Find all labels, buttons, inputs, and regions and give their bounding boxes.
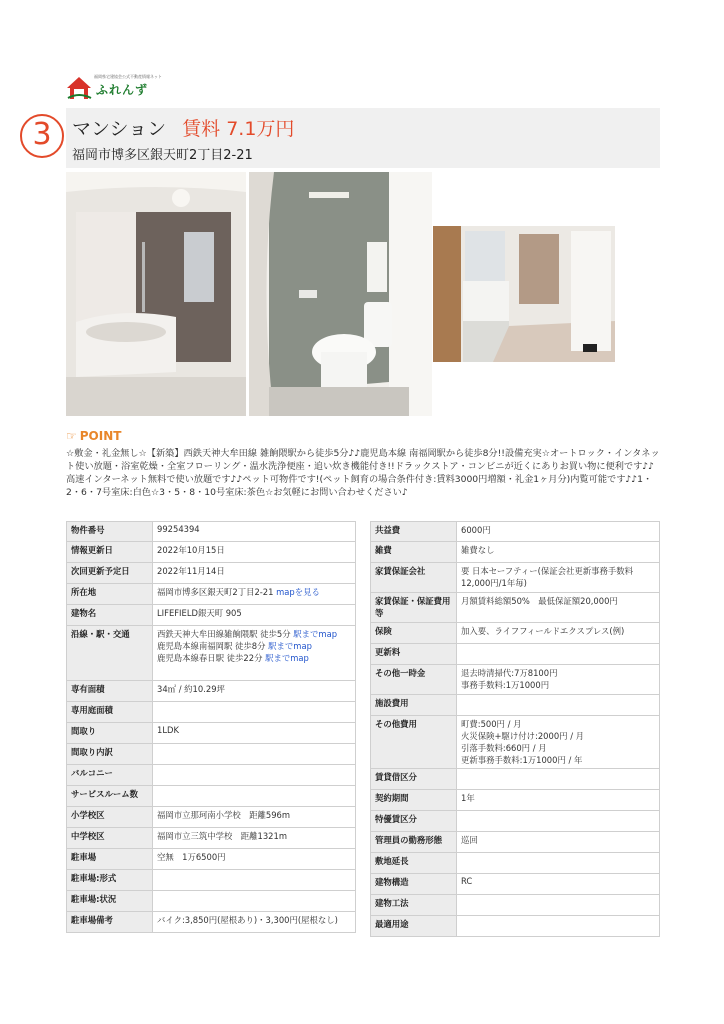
spec-row (371, 623, 660, 644)
property-type: マンション (72, 118, 167, 140)
spec-label: 保険 (371, 623, 457, 644)
spec-value (457, 874, 660, 895)
spec-label: 次回更新予定日 (67, 563, 153, 584)
spec-value (153, 786, 356, 807)
station-map-link[interactable]: 駅までmap (268, 641, 312, 651)
photo-washroom[interactable] (433, 226, 615, 362)
spec-value (153, 765, 356, 786)
spec-label: 建物工法 (371, 895, 457, 916)
spec-row (67, 744, 356, 765)
spec-label: 駐車場:形式 (67, 870, 153, 891)
spec-row (371, 811, 660, 832)
point-heading-label: POINT (79, 429, 122, 443)
spec-value (457, 542, 660, 563)
spec-row (67, 723, 356, 744)
spec-value (153, 891, 356, 912)
spec-label: 特優賃区分 (371, 811, 457, 832)
spec-value (153, 626, 356, 681)
access-text: 鹿児島本線春日駅 徒歩22分 (157, 653, 266, 663)
spec-row (67, 912, 356, 933)
spec-row (371, 832, 660, 853)
spec-value (457, 563, 660, 593)
spec-value (457, 665, 660, 695)
spec-label: 専有面積 (67, 681, 153, 702)
spec-value (457, 695, 660, 716)
spec-value-line: 34㎡ / 約10.29坪 (157, 684, 225, 694)
spec-row (371, 790, 660, 811)
spec-row (67, 765, 356, 786)
photo-toilet[interactable] (249, 172, 432, 416)
spec-label: 中学校区 (67, 828, 153, 849)
spec-value-line: 6000円 (461, 525, 491, 535)
spec-value-line: 町費:500円 / 月 (461, 719, 522, 729)
spec-label: 専用庭面積 (67, 702, 153, 723)
spec-value (153, 522, 356, 542)
spec-value-line: 火災保険+駆け付け:2000円 / 月 (461, 731, 585, 741)
property-address: 福岡市博多区銀天町2丁目2-21 (72, 148, 253, 163)
spec-label: 最適用途 (371, 916, 457, 937)
spec-value (457, 716, 660, 769)
spec-row (371, 665, 660, 695)
spec-label: 物件番号 (67, 522, 153, 542)
spec-row (371, 593, 660, 623)
spec-value-line: 1年 (461, 793, 475, 803)
spec-value-line: バイク:3,850円(屋根あり)・3,300円(屋根なし) (157, 915, 338, 925)
spec-label: 賃貸借区分 (371, 769, 457, 790)
spec-row (67, 807, 356, 828)
spec-row (67, 681, 356, 702)
address-map-link[interactable]: mapを見る (273, 587, 320, 597)
photo-bathroom[interactable] (66, 172, 246, 416)
spec-value (153, 584, 356, 605)
spec-value (457, 769, 660, 790)
spec-row (67, 563, 356, 584)
spec-value (153, 723, 356, 744)
spec-row (67, 786, 356, 807)
logo-name: ふれんず (96, 83, 149, 97)
spec-value-line: 巡回 (461, 835, 478, 845)
spec-value (153, 744, 356, 765)
spec-row (371, 853, 660, 874)
spec-value (457, 832, 660, 853)
house-logo-icon (66, 76, 92, 100)
spec-value-line: 福岡市博多区銀天町2丁目2-21 mapを見る (157, 587, 320, 597)
spec-label: 更新料 (371, 644, 457, 665)
point-description: ☆敷金・礼金無し☆【新築】西鉄天神大牟田線 雑餉隈駅から徒歩5分♪♪鹿児島本線 南福岡駅から徒歩8分!!設備充実☆オートロック・インタネット使い放題・浴室乾燥・全室フローリング・温水洗浄便座・追い炊き機能付き!!ドラックストア・コンビニが近くにありお買い物に便利です♪♪高速インターネット無料で使い放題です♪♪ペット可物件です!(ペット飼育の場合条件付き:賃料3000円増額・礼金1ヶ月分)内覧可能です♪♪1・2・6・7号室床:白色☆3・5・8・10号室床:茶色☆お気軽にお問い合わせください♪ (66, 448, 660, 498)
spec-value (457, 916, 660, 937)
spec-label: 間取り内訳 (67, 744, 153, 765)
listing-number-badge: 3 (20, 114, 64, 158)
spec-value-line: 加入要、ライフフィールドエクスプレス(例) (461, 626, 625, 636)
spec-value (153, 870, 356, 891)
spec-label: 管理員の勤務形態 (371, 832, 457, 853)
spec-label: 共益費 (371, 522, 457, 542)
spec-row (67, 849, 356, 870)
spec-label: 契約期間 (371, 790, 457, 811)
spec-table-right (370, 521, 660, 937)
spec-value (457, 593, 660, 623)
spec-value-line: 1LDK (157, 725, 179, 735)
access-line (157, 652, 351, 664)
spec-value (153, 681, 356, 702)
access-line (157, 640, 351, 652)
washroom-image (433, 226, 615, 362)
spec-label: その他一時金 (371, 665, 457, 695)
spec-value (153, 605, 356, 626)
spec-value-line: 雑費なし (461, 545, 495, 555)
spec-row (67, 584, 356, 605)
spec-value-line: 空無 1万6500円 (157, 852, 226, 862)
spec-value-line: LIFEFIELD銀天町 905 (157, 608, 242, 618)
spec-row (371, 542, 660, 563)
access-text: 西鉄天神大牟田線雑餉隈駅 徒歩5分 (157, 629, 294, 639)
station-map-link[interactable]: 駅までmap (265, 653, 309, 663)
spec-label: サービスルーム数 (67, 786, 153, 807)
spec-label: 間取り (67, 723, 153, 744)
spec-label: 敷地延長 (371, 853, 457, 874)
spec-row (67, 828, 356, 849)
spec-value (153, 849, 356, 870)
spec-row (67, 702, 356, 723)
spec-row (67, 870, 356, 891)
logo-subtitle: 福岡県宅建協会公式不動産情報ネット (94, 74, 162, 79)
toilet-image (249, 172, 432, 416)
spec-value (457, 623, 660, 644)
spec-label: 家賃保証・保証費用等 (371, 593, 457, 623)
spec-value (153, 807, 356, 828)
spec-value-line: 事務手数料:1万1000円 (461, 680, 550, 690)
access-line (157, 628, 351, 640)
spec-value (457, 895, 660, 916)
spec-row (67, 891, 356, 912)
spec-label: 小学校区 (67, 807, 153, 828)
spec-label: 建物構造 (371, 874, 457, 895)
spec-label: 雑費 (371, 542, 457, 563)
spec-value (457, 522, 660, 542)
point-heading (66, 429, 121, 443)
spec-value-line: 更新事務手数料:1万1000円 / 年 (461, 755, 583, 765)
spec-label: 情報更新日 (67, 542, 153, 563)
spec-value-line: 福岡市立三筑中学校 距離1321m (157, 831, 287, 841)
spec-value-line: RC (461, 876, 473, 886)
spec-row (371, 644, 660, 665)
spec-label: 駐車場備考 (67, 912, 153, 933)
pointing-hand-icon: ☞ (66, 429, 77, 443)
spec-value (457, 790, 660, 811)
spec-row (371, 522, 660, 542)
spec-row (371, 695, 660, 716)
spec-value (457, 811, 660, 832)
listing-header (66, 108, 660, 168)
spec-value (153, 542, 356, 563)
spec-row (371, 874, 660, 895)
spec-value (153, 702, 356, 723)
spec-row (371, 916, 660, 937)
spec-row (67, 542, 356, 563)
spec-value-line: 福岡市立那珂南小学校 距離596m (157, 810, 291, 820)
spec-value-line: 退去時清掃代:7万8100円 (461, 668, 558, 678)
spec-value-line: 2022年11月14日 (157, 566, 225, 576)
spec-value (457, 853, 660, 874)
spec-row (371, 895, 660, 916)
spec-value-line: 2022年10月15日 (157, 545, 225, 555)
spec-value (153, 563, 356, 584)
access-text: 鹿児島本線南福岡駅 徒歩8分 (157, 641, 269, 651)
spec-value (153, 912, 356, 933)
spec-label: その他費用 (371, 716, 457, 769)
spec-label: 駐車場:状況 (67, 891, 153, 912)
spec-row (371, 563, 660, 593)
spec-row (67, 605, 356, 626)
spec-value-line: 要 日本セーフティー(保証会社更新事務手数料12,000円/1年毎) (461, 566, 634, 588)
listing-title (72, 114, 294, 141)
station-map-link[interactable]: 駅までmap (293, 629, 338, 639)
bathroom-image (66, 172, 246, 416)
spec-label: 家賃保証会社 (371, 563, 457, 593)
spec-value-line: 月額賃料総額50% 最低保証額20,000円 (461, 596, 618, 606)
spec-label: 建物名 (67, 605, 153, 626)
site-logo[interactable] (66, 72, 162, 102)
spec-value (153, 828, 356, 849)
rent-price: 賃料 7.1万円 (182, 118, 295, 140)
spec-label: 沿線・駅・交通 (67, 626, 153, 681)
spec-row (371, 769, 660, 790)
spec-value-line: 引落手数料:660円 / 月 (461, 743, 547, 753)
spec-label: バルコニー (67, 765, 153, 786)
spec-label: 駐車場 (67, 849, 153, 870)
spec-label: 所在地 (67, 584, 153, 605)
spec-row (67, 626, 356, 681)
spec-value-line: 99254394 (157, 524, 200, 534)
spec-value (457, 644, 660, 665)
spec-label: 施設費用 (371, 695, 457, 716)
spec-row (371, 716, 660, 769)
spec-table-left (66, 521, 356, 933)
spec-row (67, 522, 356, 542)
